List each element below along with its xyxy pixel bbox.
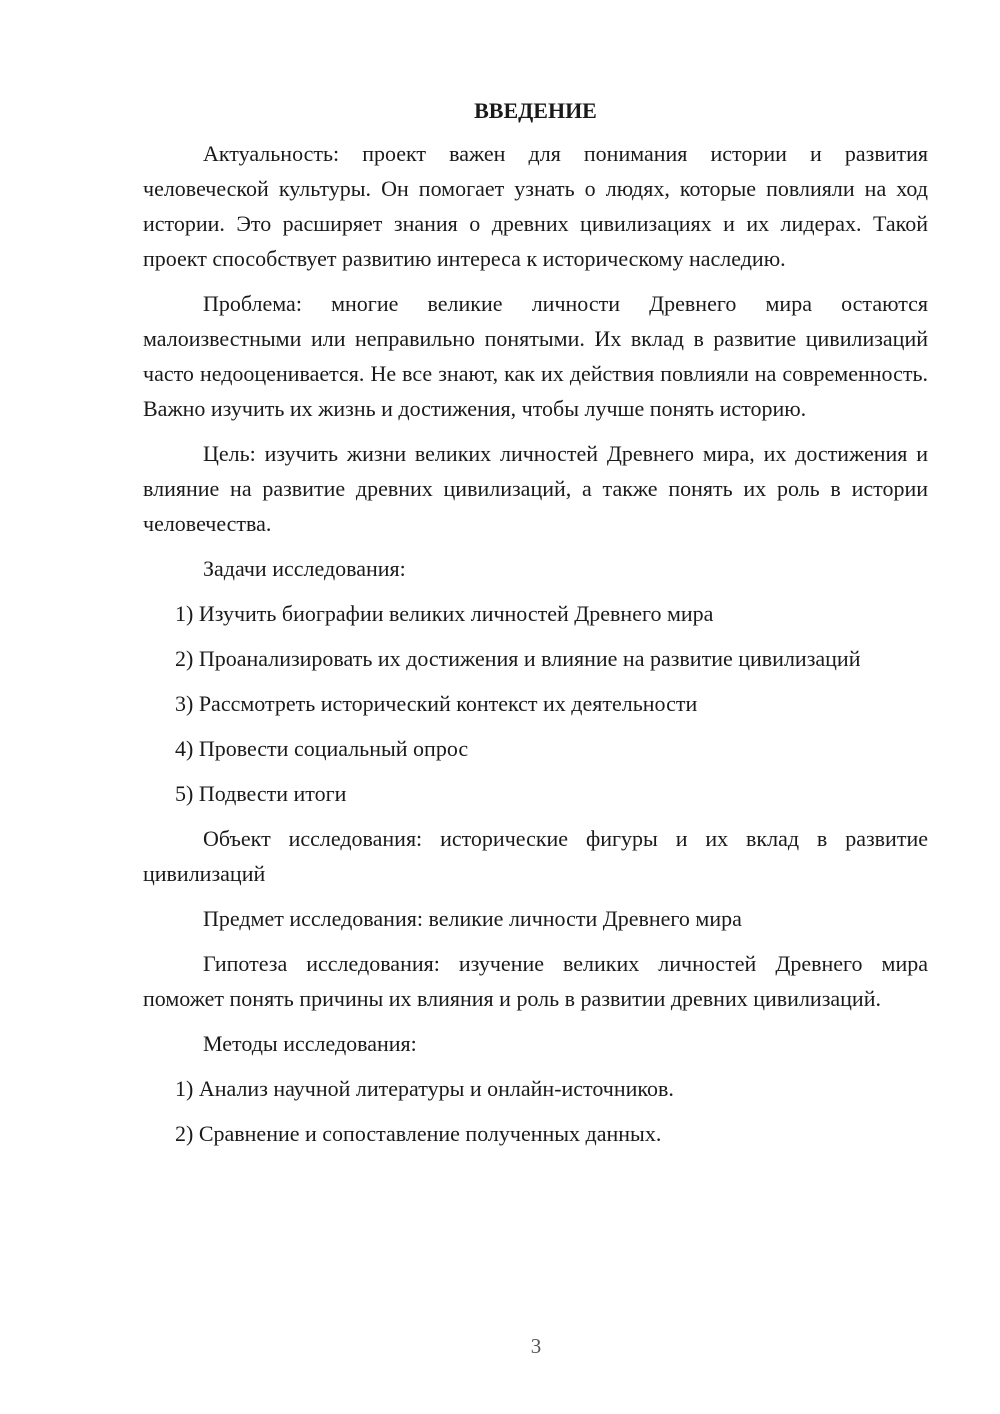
goal-paragraph: Цель: изучить жизни великих личностей Древнего мира, их достижения и влияние на развитие древних цивилизаций, а также понять их роль в истории человечества. <box>143 441 928 536</box>
method-item-2: 2) Сравнение и сопоставление полученных данных. <box>175 1121 662 1146</box>
task-item-3: 3) Рассмотреть исторический контекст их деятельности <box>175 691 698 716</box>
page-title: ВВЕДЕНИЕ <box>474 98 597 123</box>
hypothesis-paragraph: Гипотеза исследования: изучение великих личностей Древнего мира поможет понять причины их влияния и роль в развитии древних цивилизаций. <box>143 951 928 1011</box>
relevance-paragraph: Актуальность: проект важен для понимания истории и развития человеческой культуры. Он помогает узнать о людях, которые повлияли на ход истории. Это расширяет знания о древних цивилизациях и их лидерах. Такой проект способствует развитию интереса к историческому наследию. <box>143 141 928 271</box>
methods-heading: Методы исследования: <box>203 1031 417 1056</box>
subject-paragraph: Предмет исследования: великие личности Древнего мира <box>203 906 742 931</box>
problem-paragraph: Проблема: многие великие личности Древнего мира остаются малоизвестными или неправильно понятыми. Их вклад в развитие цивилизаций часто недооценивается. Не все знают, как их действия повлияли на современность. Важно изучить их жизнь и достижения, чтобы лучше понять историю. <box>143 291 928 421</box>
page-number: 3 <box>530 1334 542 1358</box>
document-page <box>143 94 928 1161</box>
task-item-2: 2) Проанализировать их достижения и влияние на развитие цивилизаций <box>175 646 861 671</box>
tasks-heading: Задачи исследования: <box>203 556 406 581</box>
task-item-5: 5) Подвести итоги <box>175 781 347 806</box>
task-item-4: 4) Провести социальный опрос <box>175 736 469 761</box>
method-item-1: 1) Анализ научной литературы и онлайн-источников. <box>175 1076 674 1101</box>
object-paragraph: Объект исследования: исторические фигуры и их вклад в развитие цивилизаций <box>143 826 928 886</box>
task-item-1: 1) Изучить биографии великих личностей Древнего мира <box>175 601 714 626</box>
